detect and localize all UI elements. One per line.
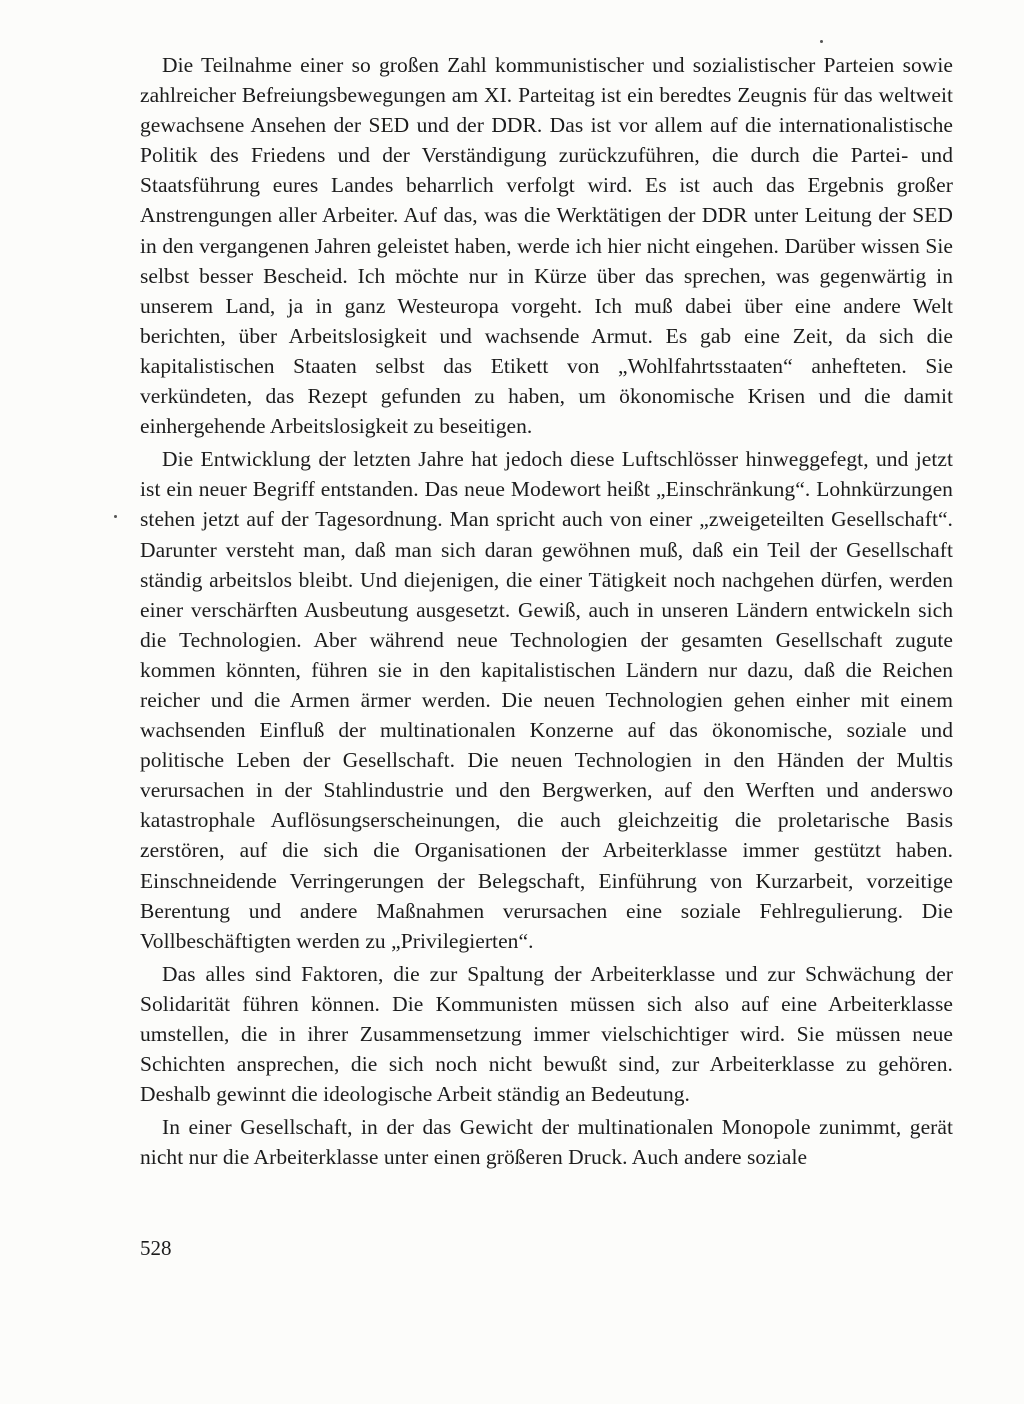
body-text (140, 50, 953, 1175)
paragraph: Die Entwicklung der letzten Jahre hat jedoch diese Luftschlösser hinweggefegt, und jetzt ist ein neuer Begriff entstanden. Das neue Modewort heißt „Einschränkung“. Lohnkürzungen stehen jetzt auf der Tagesordnung. Man spricht auch von einer „zweigeteilten Gesellschaft“. Darunter versteht man, daß man sich daran gewöhnen muß, daß ein Teil der Gesellschaft ständig arbeitslos bleibt. Und diejenigen, die einer Tätigkeit noch nachgehen dürfen, werden einer verschärften Ausbeutung ausgesetzt. Gewiß, auch in unseren Ländern entwickeln sich die Technologien. Aber während neue Technologien der gesamten Gesellschaft zugute kommen könnten, führen sie in den kapitalistischen Ländern nur dazu, daß die Reichen reicher und die Armen ärmer werden. Die neuen Technologien gehen einher mit einem wachsenden Einfluß der multinationalen Konzerne auf das ökonomische, soziale und politische Leben der Gesellschaft. Die neuen Technologien in den Händen der Multis verursachen in der Stahlindustrie und den Bergwerken, auf den Werften und anderswo katastrophale Auflösungserscheinungen, die auch gleichzeitig die proletarische Basis zerstören, auf die sich die Organisationen der Arbeiterklasse immer gestützt haben. Einschneidende Verringerungen der Belegschaft, Einführung von Kurzarbeit, vorzeitige Berentung und andere Maßnahmen verursachen eine soziale Fehlregulierung. Die Vollbeschäftigten werden zu „Privilegierten“. (140, 447, 953, 953)
paragraph: In einer Gesellschaft, in der das Gewicht der multinationalen Monopole zunimmt, gerät nicht nur die Arbeiterklasse unter einen größeren Druck. Auch andere soziale (140, 1115, 953, 1170)
paragraph: Das alles sind Faktoren, die zur Spaltung der Arbeiterklasse und zur Schwächung der Solidarität führen können. Die Kommunisten müssen sich also auf eine Arbeiterklasse umstellen, die in ihrer Zusammensetzung immer vielschichtiger wird. Sie müssen neue Schichten ansprechen, die sich noch nicht bewußt sind, zur Arbeiterklasse zu gehören. Deshalb gewinnt die ideologische Arbeit ständig an Bedeutung. (140, 961, 953, 1107)
print-speck (114, 515, 117, 518)
page-number: 528 (140, 1236, 172, 1260)
print-speck (820, 40, 823, 43)
paragraph: Die Teilnahme einer so großen Zahl kommunistischer und sozialistischer Parteien sowie zahlreicher Befreiungsbewegungen am XI. Parteitag ist ein beredtes Zeugnis für das weltweit gewachsene Ansehen der SED und der DDR. Das ist vor allem auf die internationalistische Politik des Friedens und der Verständigung zurückzuführen, die durch die Partei- und Staatsführung eures Landes beharrlich verfolgt wird. Es ist auch das Ergebnis großer Anstrengungen aller Arbeiter. Auf das, was die Werktätigen der DDR unter Leitung der SED in den vergangenen Jahren geleistet haben, werde ich hier nicht eingehen. Darüber wissen Sie selbst besser Bescheid. Ich möchte nur in Kürze über das sprechen, was gegenwärtig in unserem Land, ja in ganz Westeuropa vorgeht. Ich muß dabei über eine andere Welt berichten, über Arbeitslosigkeit und wachsende Armut. Es gab eine Zeit, da sich die kapitalistischen Staaten selbst das Etikett von „Wohlfahrtsstaaten“ anhefteten. Sie verkündeten, das Rezept gefunden zu haben, um ökonomische Krisen und die damit einhergehende Arbeitslosigkeit zu beseitigen. (140, 53, 953, 439)
